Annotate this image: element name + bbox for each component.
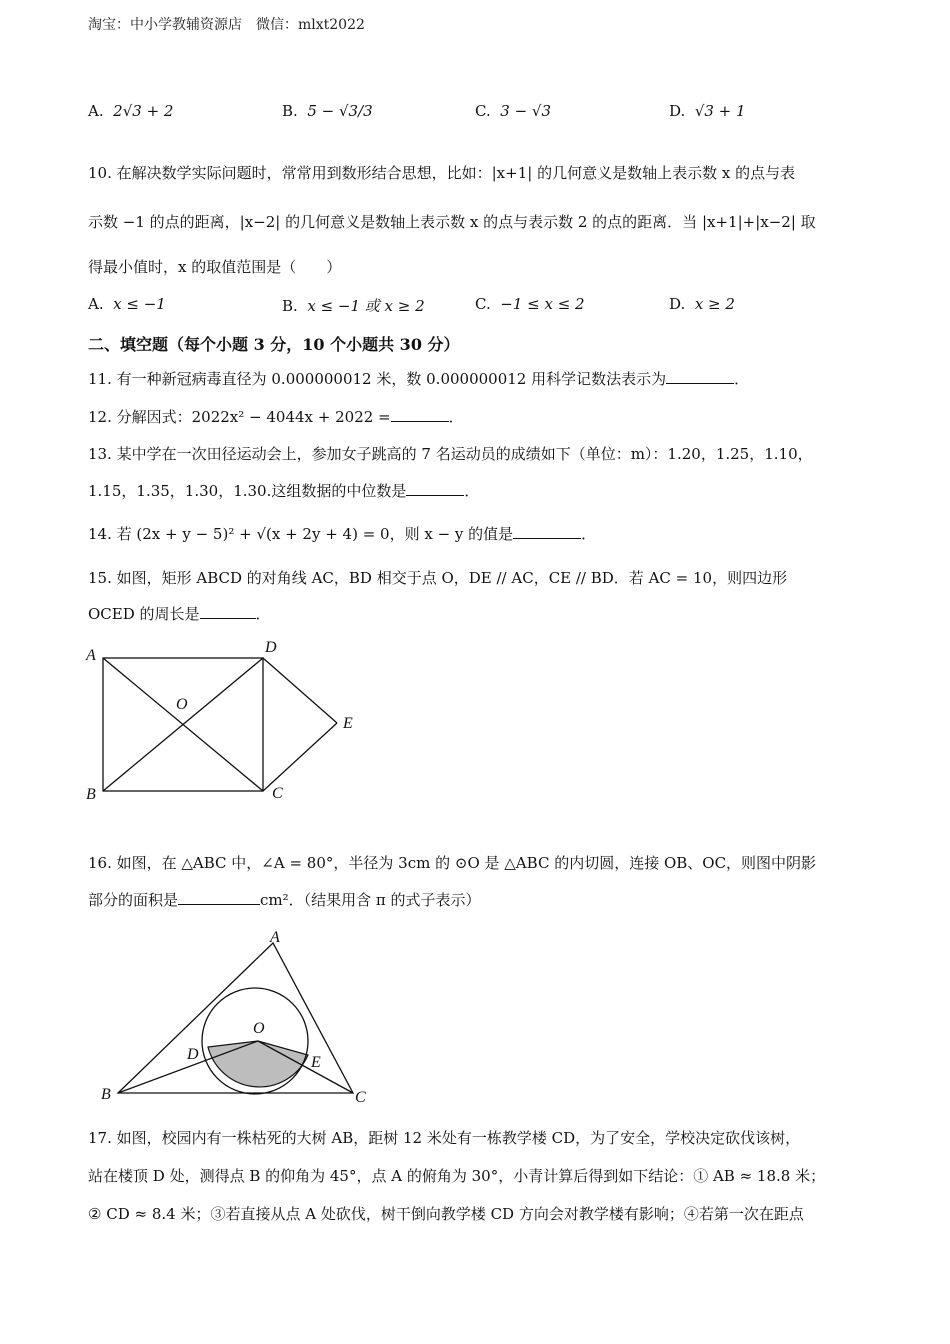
q11: 11. 有一种新冠病毒直径为 0.000000012 米，数 0.000000012 用科学记数法表示为 ． [88, 370, 750, 388]
shaded-sector [208, 1041, 308, 1087]
q9-option-c: C. 3 − √3 [475, 102, 552, 120]
segment-de [263, 658, 337, 723]
label-o: O [176, 696, 188, 713]
q10-option-a: A. x ≤ −1 [88, 295, 166, 313]
fig16-label-b: B [101, 1086, 111, 1103]
q10-line-2: 示数 −1 的点的距离，|x−2| 的几何意义是数轴上表示数 x 的点与表示数 2 的点的距离．当 |x+1|+|x−2| 取 [88, 213, 816, 231]
q15-line-2: OCED 的周长是 ． [88, 605, 271, 623]
q15-rectangle-figure [80, 636, 370, 806]
q10-option-b: B. x ≤ −1 或 x ≥ 2 [282, 297, 425, 315]
fig16-label-a: A [270, 929, 280, 946]
q12: 12. 分解因式：2022x² − 4044x + 2022 = ． [88, 408, 464, 426]
q17-line-3: ② CD ≈ 8.4 米；③若直接从点 A 处砍伐，树干倒向教学楼 CD 方向会对教学楼有影响；④若第一次在距点 [88, 1205, 804, 1223]
q16-answer-blank[interactable] [178, 890, 260, 905]
q9-option-d: D. √3 + 1 [669, 102, 746, 120]
section-title: 二、填空题（每个小题 3 分，10 个小题共 30 分） [88, 335, 460, 354]
label-c: C [272, 785, 283, 802]
fig16-label-c: C [355, 1089, 366, 1106]
q9-option-b: B. 5 − √3/3 [282, 102, 373, 120]
q14-answer-blank[interactable] [513, 524, 581, 539]
q14: 14. 若 (2x + y − 5)² + √(x + 2y + 4) = 0，则 x − y 的值是 ． [88, 525, 597, 543]
q15-line-1: 15. 如图，矩形 ABCD 的对角线 AC，BD 相交于点 O，DE // AC，CE // BD．若 AC = 10，则四边形 [88, 569, 788, 587]
q16-triangle-figure [95, 925, 385, 1115]
q15-answer-blank[interactable] [200, 604, 256, 619]
q11-answer-blank[interactable] [666, 369, 734, 384]
q13-answer-blank[interactable] [406, 481, 464, 496]
q10-option-d: D. x ≥ 2 [669, 295, 735, 313]
q10-line-3: 得最小值时，x 的取值范围是（ ） [88, 258, 342, 276]
label-a: A [86, 647, 96, 664]
fig16-label-d: D [187, 1046, 199, 1063]
q9-option-a: A. 2√3 + 2 [88, 102, 174, 120]
q17-line-2: 站在楼顶 D 处，测得点 B 的仰角为 45°，点 A 的俯角为 30°，小青计算后得到如下结论：① AB ≈ 18.8 米； [88, 1167, 826, 1185]
q12-answer-blank[interactable] [391, 407, 449, 422]
label-d: D [265, 639, 277, 656]
page-header: 淘宝：中小学教辅资源店 微信：mlxt2022 [88, 17, 365, 33]
q13-line-1: 13. 某中学在一次田径运动会上，参加女子跳高的 7 名运动员的成绩如下（单位：m）：1.20，1.25，1.10， [88, 445, 813, 463]
q10-option-c: C. −1 ≤ x ≤ 2 [475, 295, 585, 313]
q16-line-1: 16. 如图，在 △ABC 中，∠A = 80°，半径为 3cm 的 ⊙O 是 △ABC 的内切圆，连接 OB、OC，则图中阴影 [88, 854, 817, 872]
fig16-label-e: E [311, 1054, 321, 1071]
q10-line-1: 10. 在解决数学实际问题时，常常用到数形结合思想，比如：|x+1| 的几何意义是数轴上表示数 x 的点与表 [88, 164, 796, 182]
segment-ce [263, 723, 337, 791]
q16-line-2: 部分的面积是 cm²．（结果用含 π 的式子表示） [88, 891, 481, 909]
label-e: E [343, 715, 353, 732]
q13-line-2: 1.15，1.35，1.30，1.30.这组数据的中位数是 ． [88, 482, 480, 500]
label-b: B [86, 786, 96, 803]
fig16-label-o: O [253, 1020, 265, 1037]
q17-line-1: 17. 如图，校园内有一株枯死的大树 AB，距树 12 米处有一栋教学楼 CD，为了安全，学校决定砍伐该树， [88, 1129, 801, 1147]
